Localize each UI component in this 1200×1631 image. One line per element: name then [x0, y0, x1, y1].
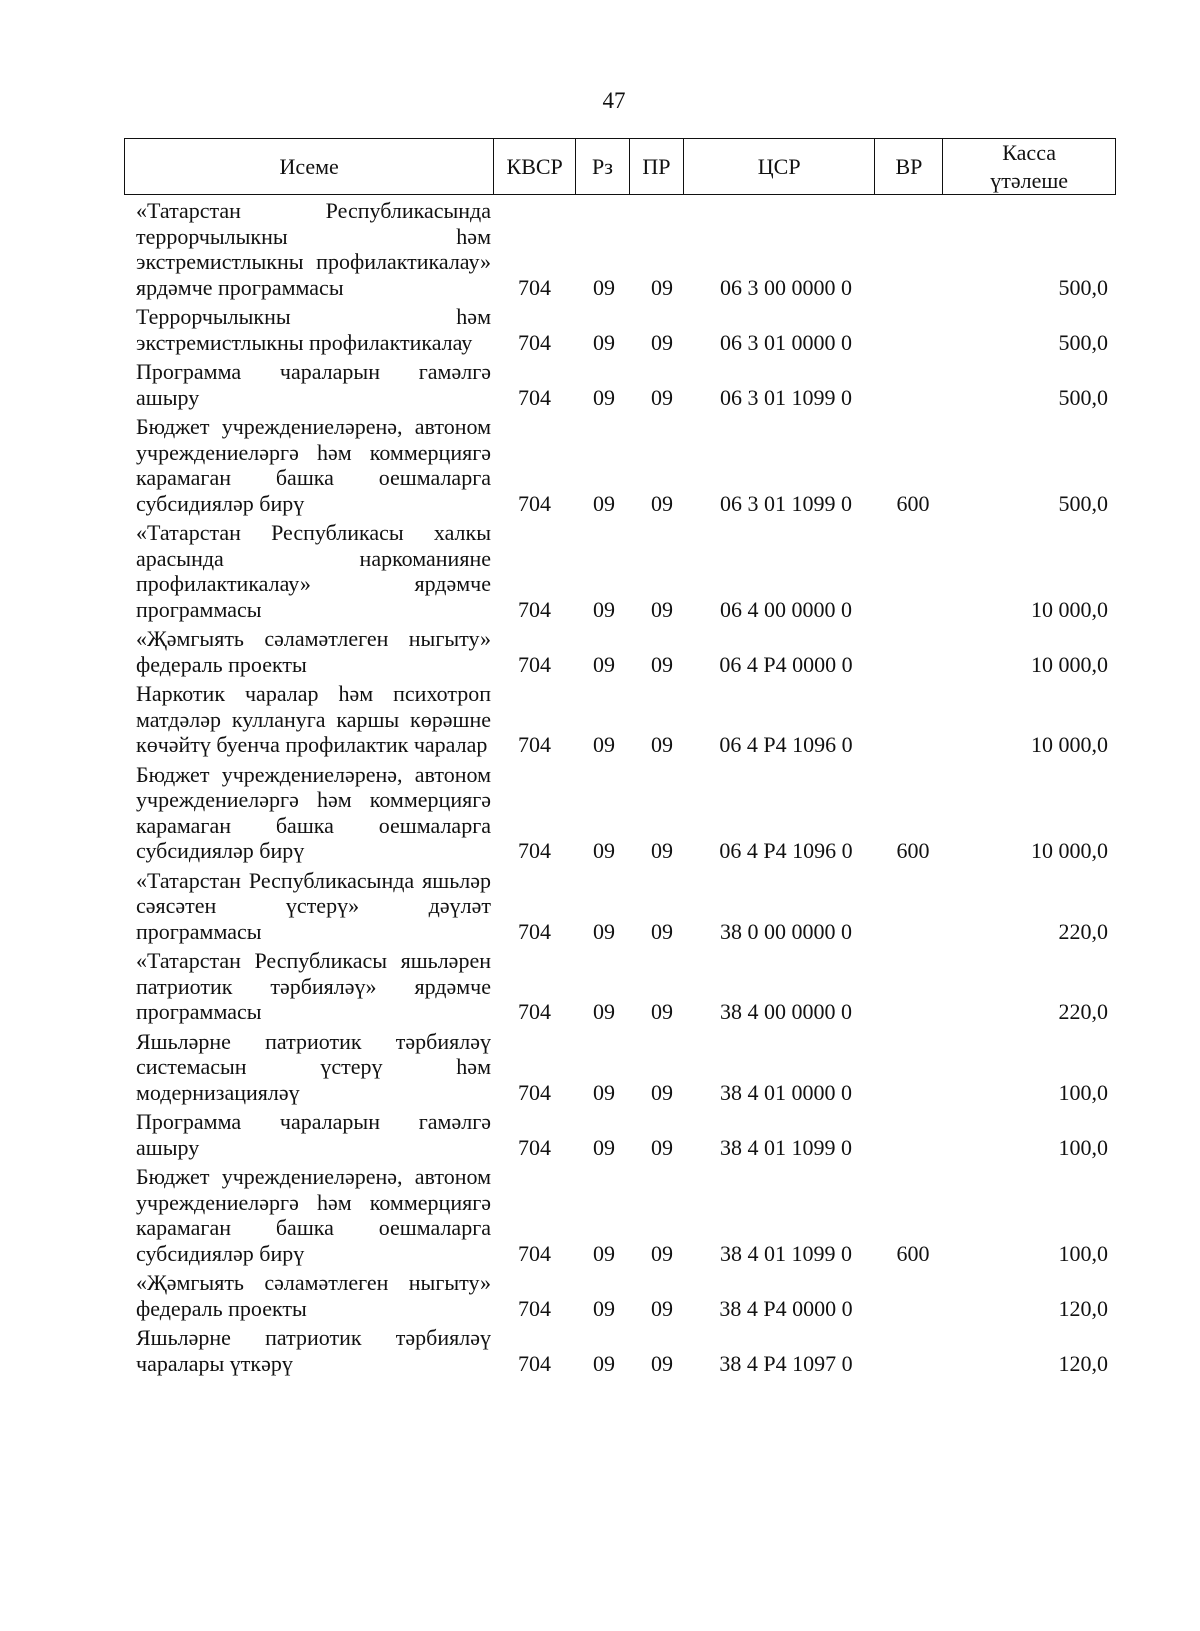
row-kvsr: 704 — [518, 651, 551, 677]
row-csr: 06 4 P4 1096 0 — [719, 732, 853, 757]
row-csr: 06 3 01 1099 0 — [720, 384, 852, 410]
row-rz: 09 — [593, 384, 615, 410]
header-vr: ВР — [875, 139, 943, 194]
row-kvsr: 704 — [518, 838, 551, 863]
row-csr: 06 3 01 1099 0 — [720, 490, 852, 516]
header-rz: Рз — [576, 139, 630, 194]
row-rz: 09 — [593, 1350, 615, 1376]
row-csr: 38 4 P4 1097 0 — [719, 1350, 853, 1376]
table-row — [124, 1029, 1116, 1106]
row-rz: 09 — [593, 1240, 615, 1266]
table-row — [124, 626, 1116, 677]
row-kassa: 10 000,0 — [1031, 596, 1108, 622]
row-vr: 600 — [896, 1240, 930, 1266]
row-kassa: 500,0 — [1058, 384, 1108, 410]
row-vr: 600 — [896, 490, 930, 516]
table-row — [124, 304, 1116, 355]
row-name: Бюджет учреждениеләренә, автоном учреждениеләргә һәм коммерциягә карамаган башка оешмаларга субсидияләр бирү — [136, 761, 491, 863]
row-pr: 09 — [651, 490, 673, 516]
row-kassa: 100,0 — [1058, 1240, 1108, 1266]
row-kassa: 100,0 — [1058, 1134, 1108, 1160]
row-rz: 09 — [593, 999, 615, 1024]
table-row — [124, 520, 1116, 622]
header-csr: ЦСР — [684, 139, 876, 194]
row-kassa: 500,0 — [1058, 274, 1108, 300]
table-row — [124, 868, 1116, 945]
row-csr: 06 4 P4 0000 0 — [719, 651, 853, 677]
row-rz: 09 — [593, 838, 615, 863]
row-vr: 600 — [896, 838, 930, 863]
row-name: «Татарстан Республикасы яшьләрен патриотик тәрбияләү» ярдәмче программасы — [136, 948, 491, 1024]
row-kassa: 120,0 — [1058, 1295, 1108, 1321]
row-csr: 06 4 P4 1096 0 — [719, 838, 853, 863]
row-pr: 09 — [651, 596, 673, 622]
row-kassa: 10 000,0 — [1031, 838, 1108, 863]
row-kvsr: 704 — [518, 384, 551, 410]
table-row — [124, 762, 1116, 864]
row-name: Террорчылыкны һәм экстремистлыкны профилактикалау — [136, 304, 491, 355]
header-kassa-line2: үтәлеше — [990, 167, 1069, 193]
table-header — [124, 138, 1116, 195]
row-kassa: 120,0 — [1058, 1350, 1108, 1376]
row-kassa: 10 000,0 — [1031, 732, 1108, 757]
row-csr: 38 4 01 1099 0 — [720, 1240, 852, 1266]
row-name: «Татарстан Республикасында яшьләр сәясәтен үстерү» дәүләт программасы — [136, 867, 491, 944]
header-name: Исеме — [125, 139, 494, 194]
row-pr: 09 — [651, 329, 673, 355]
header-kvsr: КВСР — [494, 139, 576, 194]
row-name: Бюджет учреждениеләренә, автоном учреждениеләргә һәм коммерциягә карамаган башка оешмаларга субсидияләр бирү — [136, 1164, 491, 1266]
row-kassa: 500,0 — [1058, 329, 1108, 355]
row-kvsr: 704 — [518, 1295, 551, 1321]
row-pr: 09 — [651, 1350, 673, 1376]
table-body — [124, 198, 1116, 1380]
row-name: Наркотик чаралар һәм психотроп матдәләр куллануга каршы көрәшне көчәйтү буенча профилактик чаралар — [136, 681, 491, 757]
row-csr: 38 4 P4 0000 0 — [719, 1295, 853, 1321]
row-rz: 09 — [593, 1134, 615, 1160]
row-name: Яшьләрне патриотик тәрбияләү системасын үстерү һәм модернизацияләү — [136, 1028, 491, 1105]
row-kvsr: 704 — [518, 918, 551, 944]
row-pr: 09 — [651, 651, 673, 677]
row-rz: 09 — [593, 329, 615, 355]
table-row — [124, 359, 1116, 410]
row-kvsr: 704 — [518, 1134, 551, 1160]
table-row — [124, 414, 1116, 516]
header-kassa — [943, 139, 1115, 194]
row-kvsr: 704 — [518, 1350, 551, 1376]
row-kvsr: 704 — [518, 732, 551, 757]
row-rz: 09 — [593, 651, 615, 677]
row-kvsr: 704 — [518, 999, 551, 1024]
row-kassa: 10 000,0 — [1031, 651, 1108, 677]
row-kassa: 100,0 — [1058, 1079, 1108, 1105]
row-name: «Татарстан Республикасы халкы арасында наркоманияне профилактикалау» ярдәмче программасы — [136, 520, 491, 622]
row-pr: 09 — [651, 384, 673, 410]
row-kvsr: 704 — [518, 274, 551, 300]
row-rz: 09 — [593, 490, 615, 516]
header-kassa-line1: Касса — [1002, 139, 1056, 165]
table-row — [124, 681, 1116, 758]
row-csr: 38 4 01 1099 0 — [720, 1134, 852, 1160]
table-row — [124, 948, 1116, 1025]
row-name: Яшьләрне патриотик тәрбияләү чаралары үткәрү — [136, 1325, 491, 1376]
row-kassa: 500,0 — [1058, 490, 1108, 516]
row-kvsr: 704 — [518, 596, 551, 622]
row-kassa: 220,0 — [1058, 918, 1108, 944]
row-name: «Татарстан Республикасында террорчылыкны һәм экстремистлыкны профилактикалау» ярдәмче программасы — [136, 198, 491, 300]
row-pr: 09 — [651, 918, 673, 944]
row-csr: 38 4 01 0000 0 — [720, 1079, 852, 1105]
row-pr: 09 — [651, 999, 673, 1024]
row-csr: 06 3 01 0000 0 — [720, 329, 852, 355]
row-csr: 38 0 00 0000 0 — [720, 918, 852, 944]
header-pr: ПР — [630, 139, 684, 194]
row-pr: 09 — [651, 274, 673, 300]
row-name: Программа чараларын гамәлгә ашыру — [136, 1109, 491, 1160]
row-pr: 09 — [651, 1079, 673, 1105]
table-row — [124, 1270, 1116, 1321]
row-pr: 09 — [651, 838, 673, 863]
row-kvsr: 704 — [518, 490, 551, 516]
row-rz: 09 — [593, 1295, 615, 1321]
row-kvsr: 704 — [518, 329, 551, 355]
row-pr: 09 — [651, 1240, 673, 1266]
row-pr: 09 — [651, 1295, 673, 1321]
row-name: Бюджет учреждениеләренә, автоном учреждениеләргә һәм коммерциягә карамаган башка оешмаларга субсидияләр бирү — [136, 414, 491, 516]
row-rz: 09 — [593, 274, 615, 300]
row-rz: 09 — [593, 1079, 615, 1105]
row-pr: 09 — [651, 1134, 673, 1160]
table-row — [124, 1325, 1116, 1376]
table-row — [124, 1164, 1116, 1266]
row-rz: 09 — [593, 918, 615, 944]
row-kvsr: 704 — [518, 1079, 551, 1105]
page-number: 47 — [602, 88, 626, 113]
table-row — [124, 1109, 1116, 1160]
row-kvsr: 704 — [518, 1240, 551, 1266]
row-csr: 06 4 00 0000 0 — [720, 596, 852, 622]
row-name: «Җәмгыять сәламәтлеген ныгыту» федераль проекты — [136, 1270, 491, 1321]
row-pr: 09 — [651, 732, 673, 757]
row-csr: 06 3 00 0000 0 — [720, 274, 852, 300]
row-name: Программа чараларын гамәлгә ашыру — [136, 359, 491, 410]
row-csr: 38 4 00 0000 0 — [720, 999, 852, 1024]
row-rz: 09 — [593, 732, 615, 757]
row-name: «Җәмгыять сәламәтлеген ныгыту» федераль проекты — [136, 626, 491, 677]
table-row — [124, 198, 1116, 300]
row-rz: 09 — [593, 596, 615, 622]
row-kassa: 220,0 — [1058, 999, 1108, 1024]
